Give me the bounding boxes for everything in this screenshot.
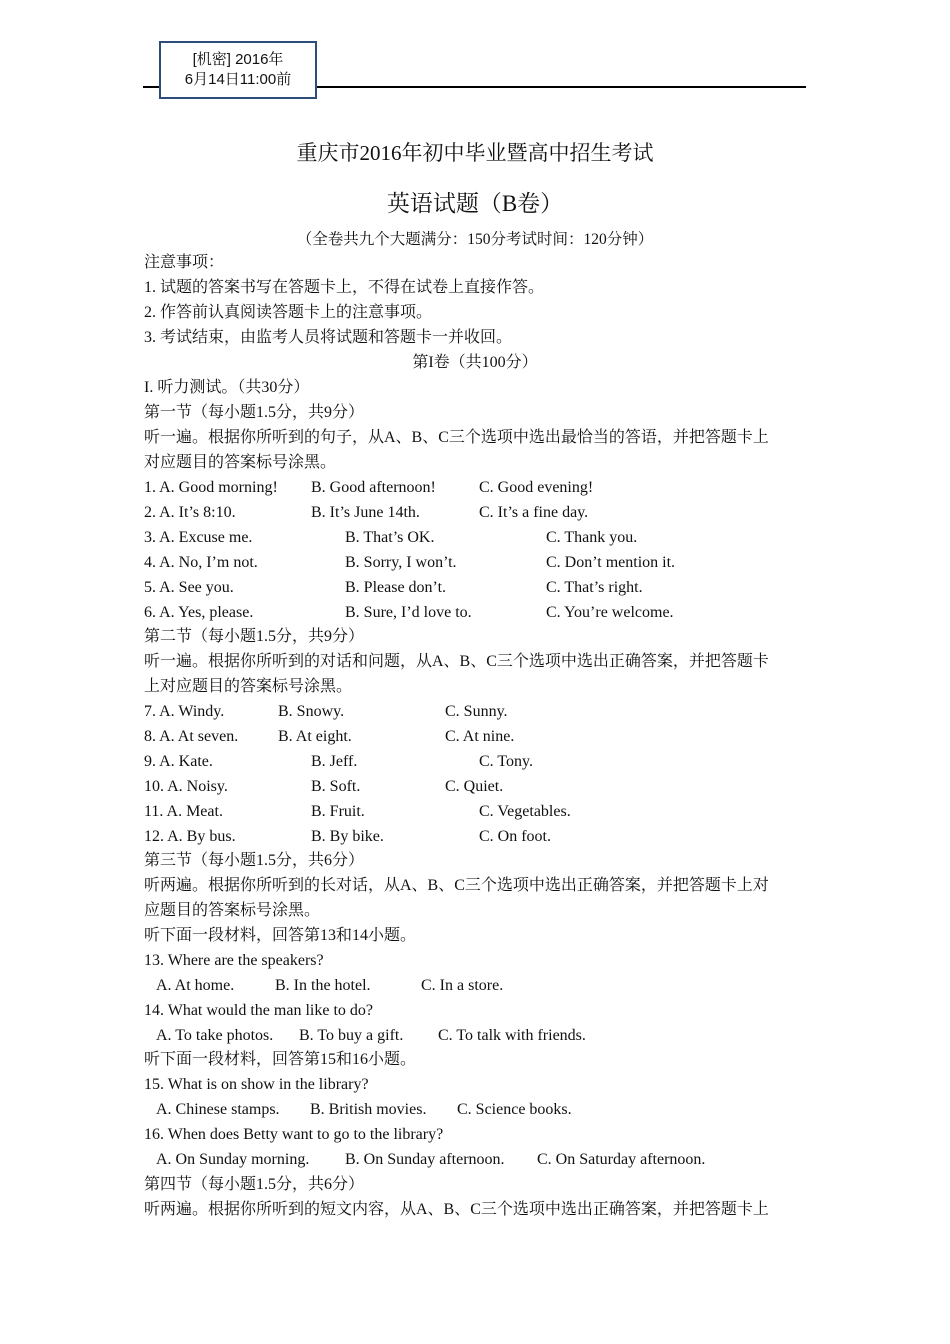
option-a: A. At home. [156, 977, 235, 994]
option-c: C. To talk with friends. [438, 1027, 586, 1044]
section-3-instructions-cont: 应题目的答案标号涂黑。 [144, 902, 321, 919]
section-2-instructions-cont: 上对应题目的答案标号涂黑。 [144, 678, 353, 695]
option-c: C. Good evening! [479, 479, 594, 496]
material-intro-1: 听下面一段材料，回答第13和14小题。 [144, 927, 417, 944]
option-b: B. It’s June 14th. [311, 504, 420, 521]
section-2-instructions: 听一遍。根据你所听到的对话和问题，从A、B、C三个选项中选出正确答案，并把答题卡 [144, 653, 769, 670]
part-title: 第I卷（共100分） [412, 354, 538, 371]
option-c: C. Thank you. [546, 529, 638, 546]
option-b: B. On Sunday afternoon. [345, 1151, 505, 1168]
material-intro-2: 听下面一段材料，回答第15和16小题。 [144, 1051, 417, 1068]
option-c: C. You’re welcome. [546, 604, 674, 621]
notes-item-2: 2. 作答前认真阅读答题卡上的注意事项。 [144, 304, 433, 321]
confidential-stamp [159, 41, 317, 99]
notes-heading: 注意事项： [144, 254, 225, 271]
option-a: 6. A. Yes, please. [144, 604, 254, 621]
option-a: A. To take photos. [156, 1027, 274, 1044]
question-stem-14: 14. What would the man like to do? [144, 1002, 373, 1019]
option-a: 8. A. At seven. [144, 728, 239, 745]
section-1-instructions-cont: 对应题目的答案标号涂黑。 [144, 454, 337, 471]
section-3-heading: 第三节（每小题1.5分，共6分） [144, 852, 365, 869]
option-a: 7. A. Windy. [144, 703, 225, 720]
option-a: 10. A. Noisy. [144, 778, 228, 795]
section-4-instructions: 听两遍。根据你所听到的短文内容，从A、B、C三个选项中选出正确答案，并把答题卡上 [144, 1201, 769, 1218]
section-3-instructions: 听两遍。根据你所听到的长对话，从A、B、C三个选项中选出正确答案，并把答题卡上对 [144, 877, 769, 894]
option-c: C. Don’t mention it. [546, 554, 676, 571]
option-a: 3. A. Excuse me. [144, 529, 253, 546]
option-b: B. Snowy. [278, 703, 345, 720]
question-stem-15: 15. What is on show in the library? [144, 1076, 369, 1093]
question-stem-16: 16. When does Betty want to go to the library? [144, 1126, 444, 1143]
option-a: 11. A. Meat. [144, 803, 223, 820]
section-2-heading: 第二节（每小题1.5分，共9分） [144, 628, 365, 645]
option-b: B. Soft. [311, 778, 361, 795]
option-a: 12. A. By bus. [144, 828, 236, 845]
exam-title: 重庆市2016年初中毕业暨高中招生考试 [296, 141, 654, 165]
option-a: 1. A. Good morning! [144, 479, 278, 496]
section-1-heading: 第一节（每小题1.5分，共9分） [144, 404, 365, 421]
option-c: C. On foot. [479, 828, 551, 845]
option-b: B. British movies. [310, 1101, 427, 1118]
notes-item-3: 3. 考试结束，由监考人员将试题和答题卡一并收回。 [144, 329, 513, 346]
section-1-instructions: 听一遍。根据你所听到的句子，从A、B、C三个选项中选出最恰当的答语，并把答题卡上 [144, 429, 769, 446]
option-c: C. On Saturday afternoon. [537, 1151, 706, 1168]
option-b: B. Fruit. [311, 803, 365, 820]
option-c: C. Tony. [479, 753, 533, 770]
option-b: B. Jeff. [311, 753, 358, 770]
option-b: B. By bike. [311, 828, 384, 845]
option-c: C. Science books. [457, 1101, 572, 1118]
option-a: A. On Sunday morning. [156, 1151, 310, 1168]
option-c: C. In a store. [421, 977, 504, 994]
option-b: B. Sure, I’d love to. [345, 604, 472, 621]
question-stem-13: 13. Where are the speakers? [144, 952, 324, 969]
option-b: B. That’s OK. [345, 529, 435, 546]
option-b: B. At eight. [278, 728, 352, 745]
exam-info: （全卷共九个大题满分：150分考试时间：120分钟） [296, 231, 654, 248]
option-c: C. Vegetables. [479, 803, 571, 820]
option-b: B. Please don’t. [345, 579, 447, 596]
option-c: C. At nine. [445, 728, 515, 745]
option-b: B. Good afternoon! [311, 479, 436, 496]
option-b: B. To buy a gift. [299, 1027, 404, 1044]
option-b: B. Sorry, I won’t. [345, 554, 457, 571]
confidential-line-2: 6月14日11:00前 [184, 71, 292, 88]
option-c: C. Quiet. [445, 778, 504, 795]
option-c: C. Sunny. [445, 703, 508, 720]
confidential-line-1: [机密] 2016年 [192, 51, 284, 68]
option-a: 2. A. It’s 8:10. [144, 504, 236, 521]
option-a: 9. A. Kate. [144, 753, 213, 770]
option-c: C. That’s right. [546, 579, 643, 596]
notes-item-1: 1. 试题的答案书写在答题卡上，不得在试卷上直接作答。 [144, 279, 545, 296]
option-b: B. In the hotel. [275, 977, 371, 994]
exam-subtitle: 英语试题（B卷） [386, 191, 564, 216]
option-a: 4. A. No, I’m not. [144, 554, 258, 571]
listening-heading: I. 听力测试。（共30分） [144, 379, 310, 396]
section-4-heading: 第四节（每小题1.5分，共6分） [144, 1176, 365, 1193]
option-a: A. Chinese stamps. [156, 1101, 280, 1118]
option-a: 5. A. See you. [144, 579, 234, 596]
option-c: C. It’s a fine day. [479, 504, 589, 521]
